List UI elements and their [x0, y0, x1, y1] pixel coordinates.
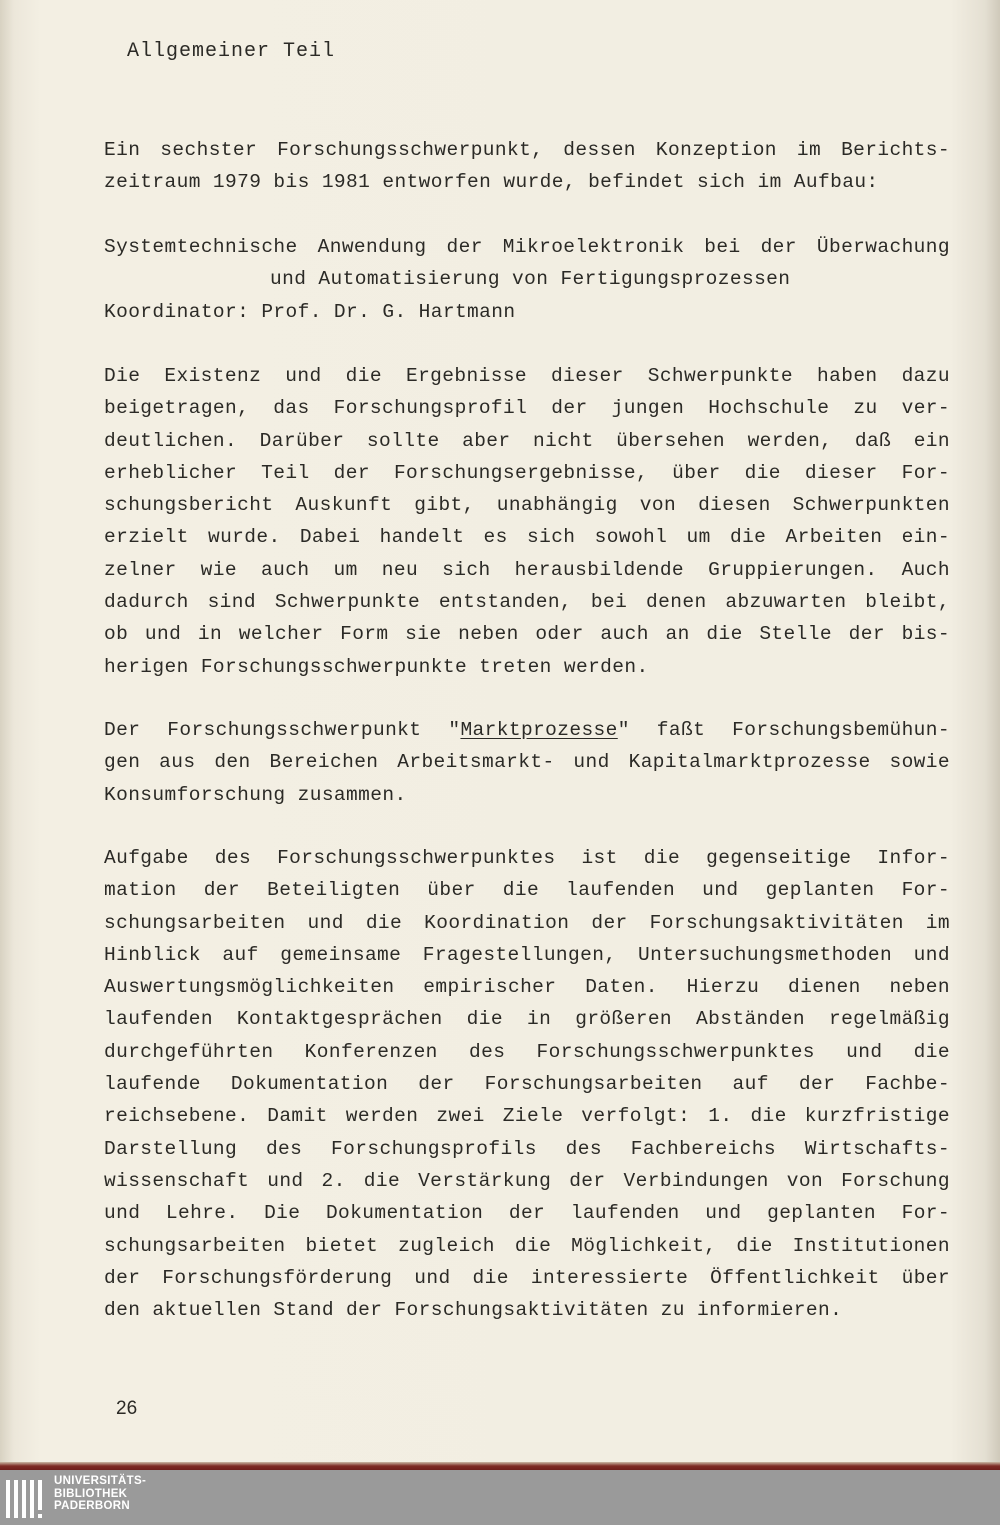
text-line: zeitraum 1979 bis 1981 entworfen wurde, befindet sich im Aufbau:: [104, 171, 879, 194]
library-logo-text: UNIVERSITÄTS- BIBLIOTHEK PADERBORN: [54, 1475, 147, 1512]
paragraph-3: [104, 360, 950, 683]
text-line: Der Forschungsschwerpunkt "Marktprozesse" faßt Forschungsbemühun-: [104, 719, 950, 741]
underlined-term: Marktprozesse: [460, 719, 618, 741]
text-line: herigen Forschungsschwerpunkte treten werden.: [104, 655, 649, 678]
text-line: Konsumforschung zusammen.: [104, 783, 407, 806]
text-line: ob und in welcher Form sie neben oder auch an die Stelle der bis-: [104, 623, 950, 646]
text-line: zelner wie auch um neu sich herausbildende Gruppierungen. Auch: [104, 558, 950, 581]
running-header: Allgemeiner Teil: [127, 40, 336, 63]
text-line: Hinblick auf gemeinsame Fragestellungen, Untersuchungsmethoden und: [104, 943, 950, 966]
text-line: erheblicher Teil der Forschungsergebnisse, über die dieser For-: [104, 461, 950, 484]
text-line: und Lehre. Die Dokumentation der laufenden und geplanten For-: [104, 1202, 950, 1225]
paragraph-1: [104, 134, 950, 199]
text-line: schungsarbeiten bietet zugleich die Möglichkeit, die Institutionen: [104, 1234, 950, 1257]
library-logo-icon: [2, 1476, 50, 1522]
paragraph-4: [104, 714, 950, 811]
text-line: schungsarbeiten und die Koordination der Forschungsaktivitäten im: [104, 911, 950, 934]
text-line: dadurch sind Schwerpunkte entstanden, bei denen abzuwarten bleibt,: [104, 591, 950, 614]
library-footer-bar: [0, 1470, 1000, 1525]
text-line: laufende Dokumentation der Forschungsarbeiten auf der Fachbe-: [104, 1073, 950, 1096]
text-line: der Forschungsförderung und die interessierte Öffentlichkeit über: [104, 1266, 950, 1289]
text-line: Auswertungsmöglichkeiten empirischer Daten. Hierzu dienen neben: [104, 976, 950, 999]
text-line: Systemtechnische Anwendung der Mikroelektronik bei der Überwachung: [104, 236, 950, 258]
text-line: mation der Beteiligten über die laufenden und geplanten For-: [104, 879, 950, 902]
text-line: deutlichen. Darüber sollte aber nicht übersehen werden, daß ein: [104, 429, 950, 452]
coordinator-line: Koordinator: Prof. Dr. G. Hartmann: [104, 300, 516, 323]
text-line: und Automatisierung von Fertigungsprozessen: [270, 268, 791, 291]
text-line: Aufgabe des Forschungsschwerpunktes ist die gegenseitige Infor-: [104, 847, 950, 869]
text-line: den aktuellen Stand der Forschungsaktivitäten zu informieren.: [104, 1299, 843, 1322]
text-line: laufenden Kontaktgesprächen die in größeren Abständen regelmäßig: [104, 1008, 950, 1031]
book-edge: [0, 1462, 1000, 1470]
text-line: erzielt wurde. Dabei handelt es sich sowohl um die Arbeiten ein-: [104, 526, 950, 549]
paragraph-5: [104, 842, 950, 1326]
text-line: Darstellung des Forschungsprofils des Fachbereichs Wirtschafts-: [104, 1137, 950, 1160]
text-line: schungsbericht Auskunft gibt, unabhängig von diesen Schwerpunkten: [104, 494, 950, 517]
text-line: reichsebene. Damit werden zwei Ziele verfolgt: 1. die kurzfristige: [104, 1105, 950, 1128]
text-line: wissenschaft und 2. die Verstärkung der Verbindungen von Forschung: [104, 1169, 950, 1192]
page-number: 26: [116, 1398, 138, 1419]
text-line: Ein sechster Forschungsschwerpunkt, dessen Konzeption im Berichts-: [104, 139, 950, 161]
text-line: durchgeführten Konferenzen des Forschungsschwerpunktes und die: [104, 1040, 950, 1063]
paragraph-2-project-title: [104, 231, 950, 328]
text-line: gen aus den Bereichen Arbeitsmarkt- und Kapitalmarktprozesse sowie: [104, 751, 950, 774]
text-line: Die Existenz und die Ergebnisse dieser Schwerpunkte haben dazu: [104, 365, 950, 387]
text-line: beigetragen, das Forschungsprofil der jungen Hochschule zu ver-: [104, 397, 950, 420]
